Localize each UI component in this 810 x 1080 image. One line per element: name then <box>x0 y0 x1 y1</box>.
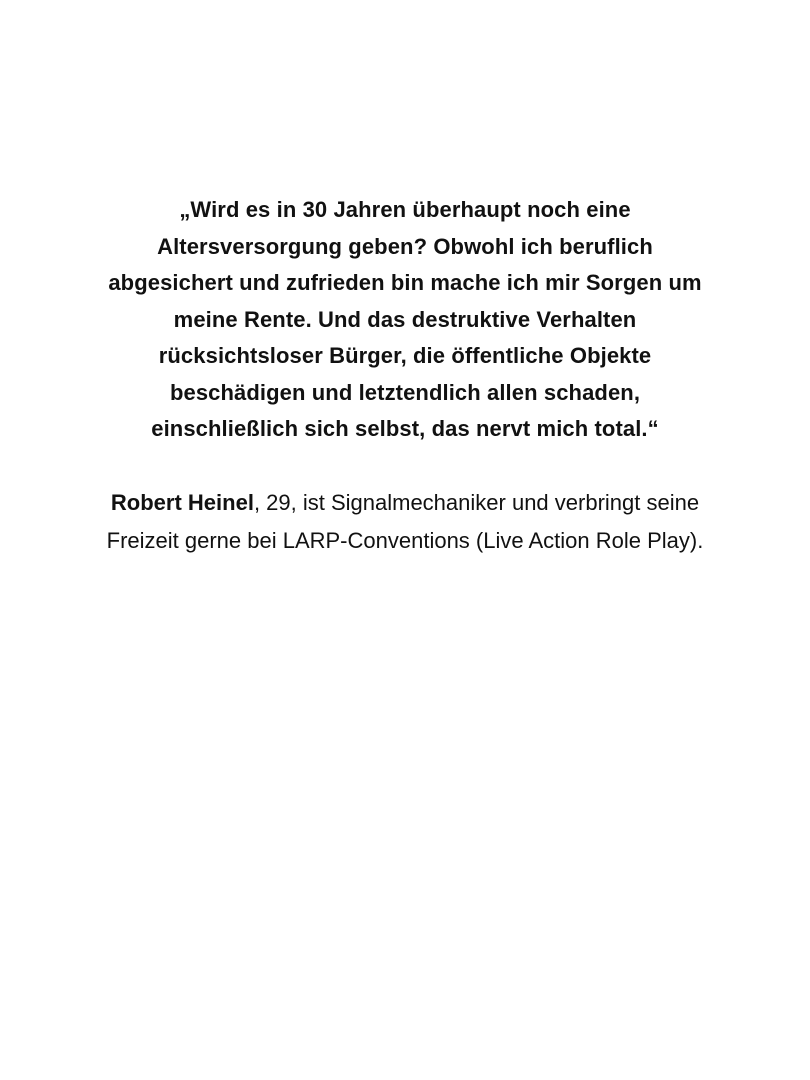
quote-text: „Wird es in 30 Jahren überhaupt noch eine Altersversorgung geben? Obwohl ich beruflich abgesichert und zufrieden bin mache ich mir Sorgen um meine Rente. Und das destruktive Verhalten rücksichtsloser Bürger, die öffentliche Objekte beschädigen und letztendlich allen schaden, einschließlich sich selbst, das nervt mich total.“ <box>108 197 702 441</box>
person-bio <box>95 484 715 560</box>
person-description: , 29, ist Signalmechaniker und verbringt seine Freizeit gerne bei LARP-Conventions (Live Action Role Play). <box>106 489 704 553</box>
person-name: Robert Heinel <box>110 489 254 515</box>
quote-block <box>95 192 715 560</box>
